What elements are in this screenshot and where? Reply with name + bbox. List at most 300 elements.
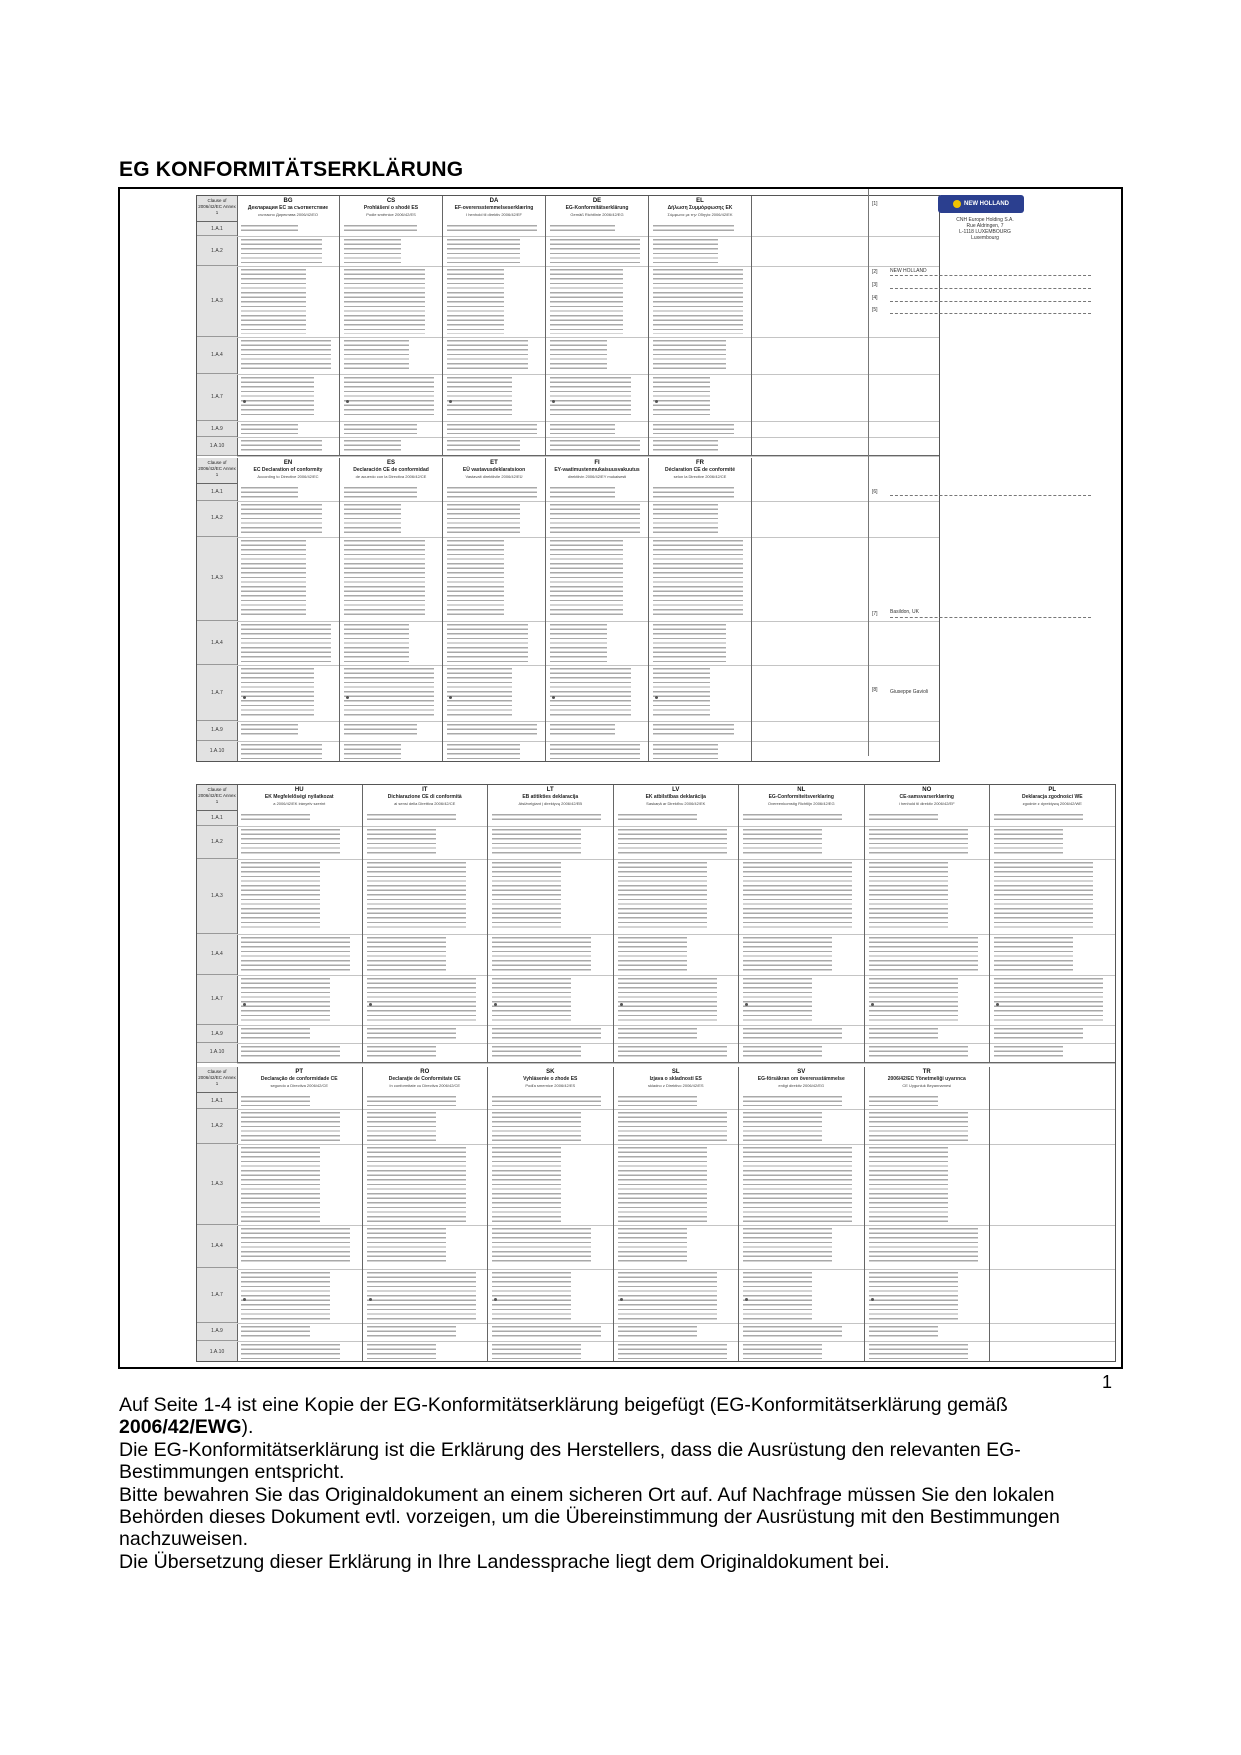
row-label: 1.A.9 (197, 721, 237, 741)
field-line (890, 313, 1091, 314)
text-block (367, 1028, 456, 1040)
bullet-icon (552, 400, 555, 403)
field-line (890, 288, 1091, 289)
logo-text: NEW HOLLAND (964, 201, 1009, 207)
text-block (241, 1344, 340, 1360)
text-block (550, 487, 615, 498)
row-label: 1.A.7 (197, 374, 237, 421)
bullet-icon (449, 400, 452, 403)
row-label: 1.A.3 (197, 859, 237, 935)
text-block (618, 1228, 687, 1265)
text-block (241, 744, 322, 760)
language-column-fi (546, 458, 649, 762)
text-block (653, 724, 734, 738)
paragraph-text: ). (241, 1416, 254, 1438)
text-block (241, 724, 298, 738)
text-block (743, 862, 852, 932)
text-block (241, 424, 298, 434)
language-code: NO (922, 787, 932, 793)
text-block (367, 1096, 456, 1106)
text-block (367, 1112, 436, 1141)
text-block (241, 377, 314, 418)
text-block (492, 829, 581, 856)
language-column-es (340, 458, 443, 762)
field-reference: [2] (872, 269, 878, 275)
language-column-el (649, 196, 752, 455)
text-block (492, 814, 601, 823)
language-code: NL (797, 787, 806, 793)
text-block (743, 829, 822, 856)
declaration-title: Deklaracja zgodności WE (1021, 794, 1083, 800)
declaration-figure (118, 187, 1123, 1369)
address-line: L-1118 LUXEMBOURG (959, 229, 1011, 235)
text-block (344, 487, 417, 498)
language-code: LT (546, 787, 554, 793)
text-block (241, 668, 314, 718)
text-block (241, 487, 298, 498)
annex-label: Clause of 2006/42/EC Annex 1 (197, 458, 237, 484)
text-block (869, 1228, 978, 1265)
field-reference: [7] (872, 611, 878, 617)
text-block (869, 1147, 948, 1222)
address-line: CNH Europe Holding S.A. (956, 217, 1014, 223)
declaration-subtitle: Podle směrnice 2006/42/ES (366, 212, 416, 217)
field-line (890, 301, 1091, 302)
declaration-subtitle: Vastavalt direktiivile 2006/42/EÜ (465, 474, 523, 479)
text-block (241, 1326, 310, 1339)
text-block (994, 829, 1063, 856)
language-column-fr (649, 458, 752, 762)
declaration-panel (197, 1067, 1115, 1362)
text-block (241, 978, 330, 1022)
text-block (492, 1344, 581, 1360)
text-block (367, 978, 476, 1022)
text-block (492, 1228, 591, 1265)
text-block (743, 1147, 852, 1222)
row-label: 1.A.7 (197, 975, 237, 1025)
language-code: CS (386, 198, 396, 204)
field-reference: [3] (872, 282, 878, 288)
text-block (618, 1147, 707, 1222)
place-date-field: Basildon, UK (890, 609, 922, 615)
language-column-de (546, 196, 649, 455)
text-block (618, 814, 697, 823)
text-block (550, 724, 615, 738)
language-code: RO (420, 1069, 430, 1075)
text-block (344, 269, 425, 333)
bullet-icon (346, 400, 349, 403)
field-reference: [8] (872, 687, 878, 693)
language-code: ES (386, 460, 395, 466)
text-block (869, 829, 968, 856)
row-label: 1.A.4 (197, 934, 237, 974)
text-block (618, 829, 727, 856)
language-column-ro (363, 1067, 489, 1362)
field-reference: [4] (872, 295, 878, 301)
bullet-icon (494, 1003, 497, 1006)
text-block (550, 225, 615, 233)
text-block (344, 624, 409, 663)
row-label: 1.A.7 (197, 1269, 237, 1323)
text-block (344, 744, 401, 760)
text-block (550, 269, 623, 333)
bullet-icon (243, 1003, 246, 1006)
paragraph-text: Auf Seite 1-4 ist eine Kopie der EG-Konformitätserklärung beigefügt (EG-Konformitätserklärung gemäß (119, 1394, 1008, 1416)
text-block (550, 624, 607, 663)
text-block (653, 624, 726, 663)
declaration-subtitle: Overeenkomstig Richtlijn 2006/42/EG (767, 801, 835, 806)
text-block (241, 1112, 340, 1141)
text-block (653, 540, 743, 618)
row-label: 1.A.10 (197, 741, 237, 762)
text-block (994, 937, 1073, 971)
row-divider (237, 1063, 1115, 1064)
signatory-name: Giuseppe Gavioli (890, 689, 929, 695)
text-block (367, 1326, 456, 1339)
declaration-title: EG-försäkran om överensstämmelse (757, 1076, 845, 1082)
language-code: ET (490, 460, 498, 466)
text-block (492, 1096, 601, 1106)
text-block (994, 978, 1103, 1022)
paragraph-keep-original: Bitte bewahren Sie das Originaldokument an einem sicheren Ort auf. Auf Nachfrage müssen Sie den lokalen Behörden dieses Dokument evtl. vorzeigen, um die Übereinstimmung der Ausrüstung mit den Bestimmungen nachzuweisen. (119, 1484, 1060, 1550)
bullet-icon (871, 1298, 874, 1301)
row-label: 1.A.4 (197, 337, 237, 374)
language-column-lt (488, 785, 614, 1062)
text-block (743, 1096, 842, 1106)
text-block (869, 1344, 968, 1360)
declaration-subtitle: CE Uygunluk Beyannamesi (902, 1083, 952, 1088)
text-block (618, 937, 687, 971)
language-code: LV (672, 787, 680, 793)
text-block (241, 239, 322, 263)
text-block (367, 1344, 436, 1360)
text-block (869, 1096, 938, 1106)
declaration-title: 2006/42/EC Yönetmeliği uyarınca (887, 1076, 966, 1082)
field-line (890, 495, 1091, 496)
declaration-title: Декларация ЕС за съответствие (247, 205, 329, 211)
language-column-sk (488, 1067, 614, 1362)
text-block (618, 1028, 697, 1040)
declaration-title: EÜ vastavusdeklaratsioon (462, 467, 526, 473)
text-block (869, 1028, 938, 1040)
declaration-title: Vyhlásenie o zhode ES (523, 1076, 578, 1082)
text-block (447, 540, 504, 618)
text-block (367, 1147, 466, 1222)
declaration-subtitle: съгласно Директива 2006/42/ЕО (258, 212, 318, 217)
row-label: 1.A.4 (197, 1225, 237, 1268)
declaration-title: EB atitikties deklaracija (522, 794, 579, 800)
text-block (447, 239, 520, 263)
language-code: PT (295, 1069, 304, 1075)
field-reference: [1] (872, 201, 878, 207)
declaration-subtitle: skladno z Direktivo 2006/42/ES (647, 1083, 704, 1088)
text-block (241, 814, 310, 823)
text-block (994, 862, 1093, 932)
field-reference: [6] (872, 489, 878, 495)
text-block (241, 937, 350, 971)
logo-emblem-icon (953, 200, 961, 208)
text-block (241, 862, 320, 932)
declaration-title: EC Declaration of conformity (253, 467, 323, 473)
declaration-subtitle: Atsižvelgiant į direktyvą 2006/42/EB (518, 801, 583, 806)
text-block (743, 1028, 842, 1040)
declaration-panel (197, 458, 939, 762)
text-block (344, 225, 417, 233)
declaration-panel (197, 196, 939, 456)
row-label: 1.A.1 (197, 222, 237, 236)
text-block (743, 1228, 832, 1265)
field-line (890, 617, 1091, 618)
bullet-icon (243, 400, 246, 403)
text-block (653, 440, 718, 453)
text-block (447, 424, 537, 434)
bullet-icon (620, 1003, 623, 1006)
declaration-title: Δήλωση Συμμόρφωσης ΕΚ (667, 205, 733, 211)
text-block (447, 504, 520, 534)
language-code: BG (283, 198, 293, 204)
declaration-title: Declaración CE de conformidad (353, 467, 429, 473)
language-code: SK (546, 1069, 555, 1075)
declaration-sheet-top (196, 195, 940, 762)
text-block (994, 814, 1083, 823)
text-block (869, 937, 978, 971)
text-block (447, 440, 520, 453)
text-block (447, 624, 528, 663)
language-column-tr (865, 1067, 991, 1362)
text-block (447, 225, 537, 233)
text-block (367, 862, 466, 932)
text-block (618, 1344, 727, 1360)
declaration-subtitle: direktiivin 2006/42/EY mukaisesti (567, 474, 627, 479)
text-block (743, 814, 842, 823)
text-block (241, 1228, 350, 1265)
declaration-title: Declaraţie de Conformitate CE (388, 1076, 461, 1082)
text-block (241, 504, 322, 534)
declaration-title: Dichiarazione CE di conformità (387, 794, 462, 800)
declaration-subtitle: a 2006/42/EK irányelv szerint (273, 801, 326, 806)
text-block (550, 340, 607, 371)
bullet-icon (620, 1298, 623, 1301)
text-block (241, 1028, 310, 1040)
row-label: 1.A.10 (197, 1341, 237, 1362)
annex-label: Clause of 2006/42/EC Annex 1 (197, 196, 237, 222)
text-block (447, 668, 512, 718)
brand-field: NEW HOLLAND (890, 268, 930, 274)
text-block (447, 744, 520, 760)
row-label: 1.A.2 (197, 826, 237, 859)
text-block (447, 724, 537, 738)
text-block (344, 724, 417, 738)
declaration-title: Déclaration CE de conformité (664, 467, 735, 473)
declaration-subtitle: Podľa smernice 2006/42/ES (525, 1083, 576, 1088)
text-block (344, 668, 434, 718)
text-block (241, 440, 322, 453)
text-block (653, 504, 718, 534)
text-block (743, 1344, 822, 1360)
row-label: 1.A.4 (197, 621, 237, 666)
divider (868, 189, 869, 756)
language-code: HU (294, 787, 304, 793)
text-block (994, 1046, 1063, 1060)
text-block (492, 1272, 571, 1320)
text-block (367, 1272, 476, 1320)
text-block (653, 424, 734, 434)
declaration-subtitle: zgodnie z dyrektywą 2006/42/WE (1022, 801, 1082, 806)
text-block (743, 1046, 822, 1060)
row-label: 1.A.2 (197, 236, 237, 266)
text-block (367, 829, 436, 856)
text-block (241, 624, 331, 663)
declaration-title: EF-overensstemmelseserklæring (454, 205, 534, 211)
paragraph-definition: Die EG-Konformitätserklärung ist die Erklärung des Herstellers, dass die Ausrüstung den relevanten EG-Bestimmungen entspricht. (119, 1439, 1021, 1483)
text-block (743, 1272, 812, 1320)
bullet-icon (369, 1003, 372, 1006)
declaration-title: Declaração de conformidade CE (260, 1076, 338, 1082)
declaration-title: CE-samsvarserklæring (899, 794, 954, 800)
language-code: PL (1048, 787, 1057, 793)
declaration-subtitle: Saskaņā ar Direktīvu 2006/42/EK (646, 801, 706, 806)
address-line: Rue Aldringen, 7 (966, 223, 1004, 229)
text-block (550, 504, 640, 534)
row-label: 1.A.2 (197, 1109, 237, 1144)
language-column-cs (340, 196, 443, 455)
row-divider (237, 456, 939, 457)
declaration-subtitle: de acuerdo con la Directiva 2006/42/CE (355, 474, 427, 479)
text-block (492, 937, 591, 971)
row-label: 1.A.9 (197, 1025, 237, 1043)
language-code: DA (489, 198, 499, 204)
text-block (618, 862, 707, 932)
text-block (367, 814, 456, 823)
annex-label: Clause of 2006/42/EC Annex 1 (197, 1067, 237, 1093)
bullet-icon (369, 1298, 372, 1301)
text-block (241, 340, 331, 371)
text-block (869, 1112, 968, 1141)
address-line: Luxembourg (971, 235, 999, 241)
field-line (890, 275, 1091, 276)
text-block (653, 269, 743, 333)
text-block (550, 377, 631, 418)
row-label: 1.A.3 (197, 1144, 237, 1225)
bullet-icon (745, 1003, 748, 1006)
language-code: EN (283, 460, 293, 466)
text-block (241, 540, 306, 618)
row-label: 1.A.1 (197, 1093, 237, 1109)
text-block (447, 269, 504, 333)
text-block (241, 1096, 310, 1106)
text-block (550, 744, 640, 760)
text-block (344, 239, 401, 263)
text-block (344, 377, 434, 418)
language-code: TR (922, 1069, 931, 1075)
text-block (241, 269, 306, 333)
text-block (447, 487, 537, 498)
language-column-no (865, 785, 991, 1062)
text-block (743, 978, 812, 1022)
annex-label: Clause of 2006/42/EC Annex 1 (197, 785, 237, 811)
text-block (618, 978, 717, 1022)
directive-reference: 2006/42/EWG (119, 1416, 242, 1438)
text-block (869, 862, 948, 932)
text-block (869, 1326, 938, 1339)
text-block (994, 1028, 1083, 1040)
language-column-sv (739, 1067, 865, 1362)
text-block (743, 1112, 822, 1141)
language-code: IT (422, 787, 428, 793)
language-code: DE (592, 198, 602, 204)
declaration-subtitle: i henhold til direktiv 2006/42/EF (898, 801, 955, 806)
row-label: 1.A.1 (197, 484, 237, 501)
row-label: 1.A.3 (197, 537, 237, 621)
paragraph-copy-notice (119, 1394, 1123, 1438)
row-label: 1.A.3 (197, 266, 237, 336)
text-block (653, 239, 718, 263)
text-block (618, 1112, 727, 1141)
language-code: SV (797, 1069, 806, 1075)
language-column-lv (614, 785, 740, 1062)
figure-number: 1 (1102, 1372, 1113, 1392)
row-label: 1.A.10 (197, 437, 237, 456)
text-block (241, 225, 298, 233)
bullet-icon (871, 1003, 874, 1006)
text-block (653, 377, 710, 418)
language-column-da (443, 196, 546, 455)
text-block (653, 487, 734, 498)
row-label: 1.A.9 (197, 1323, 237, 1342)
new-holland-logo (938, 195, 1024, 213)
text-block (344, 540, 425, 618)
declaration-title: EG-Conformiteitsverklaring (768, 794, 834, 800)
text-block (241, 829, 340, 856)
text-block (653, 340, 726, 371)
language-code: EL (696, 198, 704, 204)
language-column-pt (237, 1067, 363, 1362)
language-code: SL (671, 1069, 680, 1075)
text-block (653, 225, 734, 233)
text-block (492, 1046, 581, 1060)
declaration-subtitle: I henhold til direktiv 2006/42/EF (465, 212, 523, 217)
text-block (344, 440, 401, 453)
declaration-subtitle: segundo a Directiva 2006/42/CE (270, 1083, 329, 1088)
text-block (344, 340, 409, 371)
text-block (344, 424, 417, 434)
language-column-sl (614, 1067, 740, 1362)
text-block (447, 377, 512, 418)
language-column-bg (237, 196, 340, 455)
language-code: FI (594, 460, 600, 466)
row-label: 1.A.7 (197, 665, 237, 721)
language-column-hu (237, 785, 363, 1062)
row-label: 1.A.1 (197, 811, 237, 826)
text-block (653, 744, 718, 760)
declaration-title: EK Megfelelőségi nyilatkozat (264, 794, 334, 800)
bullet-icon (996, 1003, 999, 1006)
text-block (550, 424, 615, 434)
page-title: EG KONFORMITÄTSERKLÄRUNG (119, 158, 464, 181)
language-code: FR (696, 460, 704, 466)
text-block (550, 540, 623, 618)
text-block (869, 814, 938, 823)
language-column-it (363, 785, 489, 1062)
declaration-subtitle: According to Directive 2006/42/EC (257, 474, 319, 479)
declaration-title: EG-Konformitätserklärung (565, 205, 629, 211)
text-block (550, 668, 631, 718)
text-block (618, 1096, 697, 1106)
text-block (743, 937, 832, 971)
bullet-icon (655, 400, 658, 403)
declaration-title: EK atbilstības deklarācija (645, 794, 706, 800)
language-column-pl (990, 785, 1116, 1062)
